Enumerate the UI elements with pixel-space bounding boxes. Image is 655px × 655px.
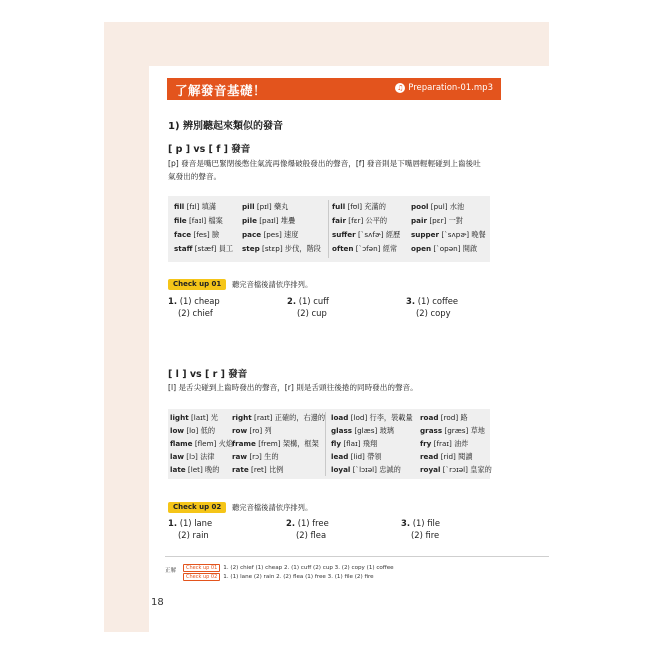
pronunciation-meaning: [græs] 草地: [444, 426, 485, 435]
pronunciation-meaning: [faɪl] 檔案: [188, 216, 223, 225]
answer-choice-1: [168, 296, 220, 306]
page-number: 18: [151, 597, 164, 608]
pronunciation-meaning: [let] 晚的: [187, 465, 220, 474]
word: flame: [170, 439, 193, 448]
word: often: [332, 244, 354, 253]
word-entry: [332, 202, 386, 212]
word-entry: [332, 216, 387, 226]
answer-option-2: (2) rain: [178, 530, 209, 540]
word: pill: [242, 202, 255, 211]
pronunciation-meaning: [rid] 閱讀: [440, 452, 473, 461]
word: royal: [420, 465, 441, 474]
headphones-icon: ♫: [397, 84, 404, 92]
answer-option-2: (2) copy: [416, 308, 451, 318]
pronunciation-meaning: [rɔ] 生的: [249, 452, 279, 461]
word-entry: [242, 230, 298, 240]
word-entry: [232, 452, 279, 462]
section-banner: [167, 78, 501, 100]
lr-desc-line1: [l] 是舌尖碰到上齒時發出的聲音，[r] 則是舌頭往後捲的同時發出的聲音。: [168, 383, 418, 392]
answer-choice-2: [287, 296, 329, 306]
word-entry: [232, 465, 283, 475]
pronunciation-meaning: [glæs] 玻璃: [354, 426, 394, 435]
pronunciation-meaning: [ˋsʌfɚ] 經歷: [357, 230, 401, 239]
pronunciation-meaning: [flem] 火焰: [194, 439, 234, 448]
word-entry: [411, 216, 463, 226]
word: supper: [411, 230, 440, 239]
word-entry: [242, 202, 288, 212]
pronunciation-meaning: [lo] 低的: [186, 426, 216, 435]
answer-option-1: (1) free: [297, 518, 329, 528]
pf-heading: [ p ] vs [ f ] 發音: [168, 144, 251, 155]
word: fry: [420, 439, 432, 448]
word-entry: [170, 426, 215, 436]
word: fly: [331, 439, 342, 448]
answer-tag-01: Check up 01: [183, 564, 220, 572]
word-entry: [420, 426, 485, 436]
answer-number: 2.: [287, 296, 297, 306]
word-entry: [331, 413, 413, 423]
pronunciation-meaning: [pɛr] 一對: [429, 216, 463, 225]
pronunciation-meaning: [ro] 列: [249, 426, 272, 435]
answer-choice-3: [401, 518, 440, 528]
answer-option-2: (2) flea: [296, 530, 327, 540]
check-badge-02: Check up 02: [168, 502, 226, 513]
word-entry: [174, 230, 219, 240]
word: law: [170, 452, 184, 461]
table-divider: [328, 200, 329, 258]
pronunciation-meaning: [ˋsʌpɚ] 晚餐: [441, 230, 486, 239]
word-entry: [331, 426, 394, 436]
pronunciation-meaning: [fes] 臉: [193, 230, 220, 239]
word-entry: [174, 244, 233, 254]
word: step: [242, 244, 260, 253]
word: pile: [242, 216, 257, 225]
check-instruction-01: 聽完音檔後請依序排列。: [232, 280, 313, 289]
word: row: [232, 426, 248, 435]
word-entry: [420, 465, 492, 475]
pf-desc-line2: 氣發出的聲音。: [168, 172, 222, 181]
check-instruction-02: 聽完音檔後請依序排列。: [232, 503, 313, 512]
table-divider: [325, 412, 326, 476]
word: pair: [411, 216, 428, 225]
pronunciation-meaning: [pes] 速度: [263, 230, 299, 239]
pronunciation-meaning: [fɛr] 公平的: [348, 216, 388, 225]
check-badge-01: Check up 01: [168, 279, 226, 290]
pronunciation-meaning: [rod] 路: [440, 413, 468, 422]
word-entry: [170, 439, 233, 449]
pronunciation-meaning: [ˋrɔɪəl] 皇家的: [442, 465, 492, 474]
word: face: [174, 230, 192, 239]
answer-number: 2.: [286, 518, 296, 528]
section-title: 1) 辨別聽起來類似的發音: [168, 121, 284, 132]
word-entry: [332, 230, 400, 240]
word: light: [170, 413, 189, 422]
word-entry: [242, 216, 295, 226]
audio-track[interactable]: [395, 83, 493, 93]
word: staff: [174, 244, 193, 253]
word: late: [170, 465, 186, 474]
answer-option-1: (1) cheap: [179, 296, 220, 306]
word-entry: [232, 439, 319, 449]
answer-choice-2: [286, 518, 329, 528]
pronunciation-meaning: [lod] 行李，裝載量: [350, 413, 413, 422]
pronunciation-meaning: [ˋlɔɪəl] 忠誠的: [352, 465, 401, 474]
pronunciation-meaning: [stæf] 員工: [194, 244, 234, 253]
answer-option-1: (1) coffee: [417, 296, 459, 306]
word-entry: [170, 465, 219, 475]
word: file: [174, 216, 187, 225]
word: road: [420, 413, 439, 422]
word-entry: [170, 413, 218, 423]
word: rate: [232, 465, 249, 474]
answer-key-text-2: 1. (1) lane (2) rain 2. (2) flea (1) free 3. (1) file (2) fire: [223, 574, 374, 580]
answer-tag-02: Check up 02: [183, 573, 220, 581]
pronunciation-meaning: [ret] 比例: [251, 465, 284, 474]
word: read: [420, 452, 439, 461]
answer-number: 1.: [168, 296, 178, 306]
word-entry: [232, 426, 272, 436]
answer-option-2: (2) fire: [411, 530, 440, 540]
answer-option-2: (2) chief: [178, 308, 213, 318]
answer-choice-1: [168, 518, 212, 528]
word: loyal: [331, 465, 351, 474]
pronunciation-meaning: [lid] 帶領: [350, 452, 382, 461]
word: fill: [174, 202, 185, 211]
word-entry: [174, 202, 216, 212]
pronunciation-meaning: [frem] 架構，框架: [258, 439, 319, 448]
pronunciation-meaning: [stɛp] 步伐，階段: [262, 244, 321, 253]
answer-key-text-1: 1. (2) chief (1) cheap 2. (1) cuff (2) cup 3. (2) copy (1) coffee: [223, 565, 394, 571]
word: fair: [332, 216, 346, 225]
pronunciation-meaning: [fɪl] 填滿: [186, 202, 217, 211]
word: pool: [411, 202, 429, 211]
answer-option-1: (1) file: [412, 518, 440, 528]
pronunciation-meaning: [ˋopən] 開啟: [433, 244, 478, 253]
word: glass: [331, 426, 353, 435]
word-entry: [420, 413, 468, 423]
banner-title: 了解發音基礎！: [175, 83, 267, 98]
answer-key-line-2: [183, 573, 374, 581]
word-entry: [411, 230, 486, 240]
pronunciation-meaning: [ˋɔfən] 經常: [355, 244, 398, 253]
word-entry: [332, 244, 397, 254]
word: pace: [242, 230, 262, 239]
word-entry: [331, 452, 381, 462]
word: load: [331, 413, 349, 422]
pronunciation-meaning: [laɪt] 光: [190, 413, 218, 422]
answer-option-2: (2) cup: [297, 308, 327, 318]
word: suffer: [332, 230, 356, 239]
pronunciation-meaning: [pul] 水池: [430, 202, 465, 211]
word: raw: [232, 452, 248, 461]
answer-option-1: (1) cuff: [298, 296, 329, 306]
word-entry: [411, 244, 477, 254]
answer-number: 3.: [406, 296, 416, 306]
word-entry: [420, 439, 469, 449]
word-entry: [242, 244, 321, 254]
word: right: [232, 413, 252, 422]
pronunciation-meaning: [fʊl] 充滿的: [347, 202, 386, 211]
word: grass: [420, 426, 443, 435]
answer-option-1: (1) lane: [179, 518, 213, 528]
pronunciation-meaning: [raɪt] 正確的，右邊的: [254, 413, 326, 422]
answer-number: 3.: [401, 518, 411, 528]
word: frame: [232, 439, 256, 448]
pronunciation-meaning: [pɪl] 藥丸: [256, 202, 289, 211]
word-entry: [420, 452, 473, 462]
pf-desc-line1: [p] 發音是嘴巴緊閉後憋住氣流再像爆破般發出的聲音，[f] 發音則是下嘴唇輕輕碰到上齒後吐: [168, 159, 481, 168]
word: low: [170, 426, 185, 435]
answer-key-label: 正解: [165, 568, 177, 574]
answer-key-line-1: [183, 564, 394, 572]
word-entry: [174, 216, 223, 226]
answer-choice-3: [406, 296, 458, 306]
answer-number: 1.: [168, 518, 178, 528]
footer-divider: [165, 556, 549, 557]
pronunciation-meaning: [fraɪ] 油炸: [433, 439, 469, 448]
word: full: [332, 202, 346, 211]
lr-heading: [ l ] vs [ r ] 發音: [168, 369, 248, 380]
word-entry: [411, 202, 464, 212]
word-entry: [331, 439, 377, 449]
pronunciation-meaning: [paɪl] 堆疊: [259, 216, 296, 225]
pronunciation-meaning: [lɔ] 法律: [186, 452, 215, 461]
word-entry: [170, 452, 214, 462]
word: open: [411, 244, 432, 253]
pronunciation-meaning: [flaɪ] 飛翔: [343, 439, 378, 448]
word: lead: [331, 452, 349, 461]
word-entry: [331, 465, 401, 475]
audio-file-name: Preparation-01.mp3: [408, 83, 493, 93]
word-entry: [232, 413, 325, 423]
